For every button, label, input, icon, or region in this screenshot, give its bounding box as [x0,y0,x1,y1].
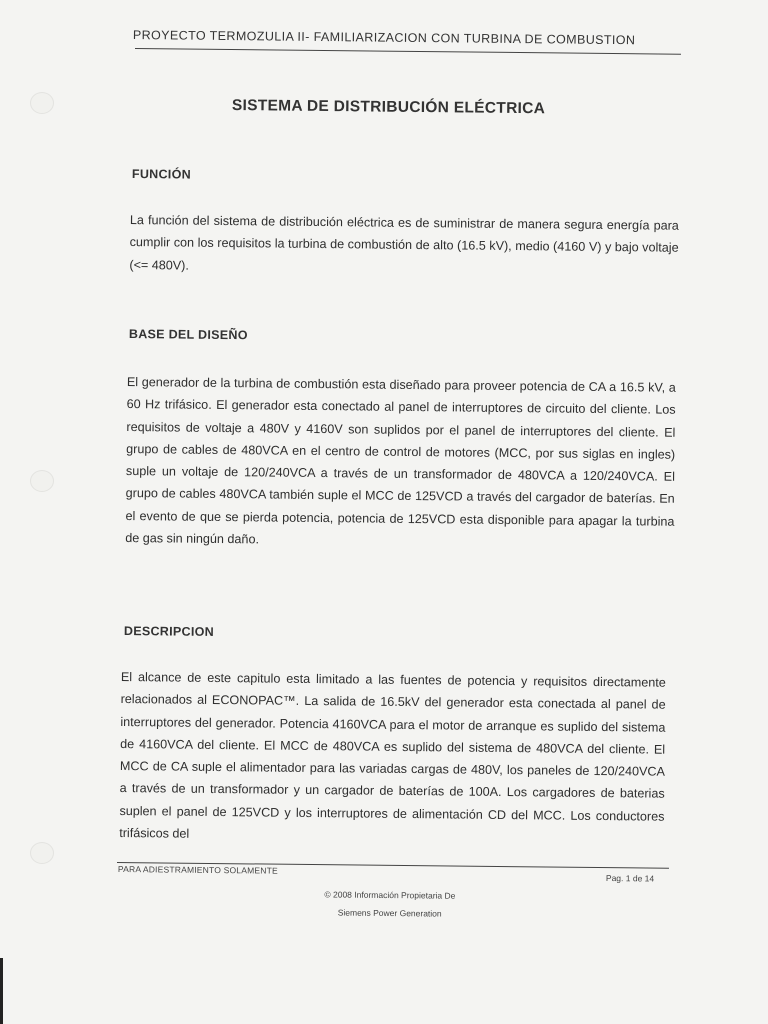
section-heading-base: BASE DEL DISEÑO [128,327,248,343]
paragraph-base [125,371,676,555]
punch-hole-mark [30,470,54,492]
paragraph-text: El generador de la turbina de combustión esta diseñado para proveer potencia de CA a 16.5 kV, a 60 Hz trifásico. El generador esta conectado al panel de interruptores de circuito del cliente. Los requisitos de voltaje a 480V y 4160V son suplidos por el panel de interruptores del cliente. El grupo de cables de 480VCA en el centro de control de motores (MCC, por sus siglas en ingles) suple un voltaje de 120/240VCA a través de un transformador de 480VCA a 120/240VCA. El grupo de cables 480VCA también suple el MCC de 125VCD a través del cargador de baterías. En el evento de que se pierda potencia, potencia de 125VCD esta disponible para apagar la turbina de gas sin ningún daño. [125,374,676,547]
scan-edge-shadow [0,958,3,1024]
running-header: PROYECTO TERMOZULIA II- FAMILIARIZACION CON TURBINA DE COMBUSTION [132,28,636,48]
paragraph-descripcion [119,666,666,850]
punch-hole-mark [30,92,54,114]
section-heading-descripcion: DESCRIPCION [123,624,215,639]
footer-copyright [290,885,490,923]
paragraph-funcion [129,209,679,282]
punch-hole-mark [30,842,54,864]
section-heading-funcion: FUNCIÓN [131,167,192,182]
copyright-line: © 2008 Información Propietaria De [324,889,456,901]
paragraph-text: El alcance de este capitulo esta limitado a las fuentes de potencia y requisitos directamente relacionados al ECONOPAC™. La salida de 16.5kV del generador esta conectada al panel de interruptores del generador. Potencia 4160VCA para el motor de arranque es suplido del sistema de 4160VCA del cliente. El MCC de 480VCA es suplido del sistema de 480VCA del cliente. El MCC de CA suple el alimentador para las variadas cargas de 480V, los paneles de 120/240VCA a través de un transformador y un cargador de baterías de 100A. Los cargadores de baterias suplen el panel de 125VCD y los interruptores de alimentación CD del MCC. Los conductores trifásicos del [119,669,666,841]
paragraph-text: La función del sistema de distribución eléctrica es de suministrar de manera segura energía para cumplir con los requisitos la turbina de combustión de alto (16.5 kV), medio (4160 V) y bajo voltaje (<= 480V). [129,212,679,273]
company-line: Siemens Power Generation [337,907,442,919]
footer-training-notice: PARA ADIESTRAMIENTO SOLAMENTE [117,864,278,876]
header-rule [135,48,681,55]
document-title: SISTEMA DE DISTRIBUCIÓN ELÉCTRICA [231,97,546,118]
page-number: Pag. 1 de 14 [605,873,655,884]
